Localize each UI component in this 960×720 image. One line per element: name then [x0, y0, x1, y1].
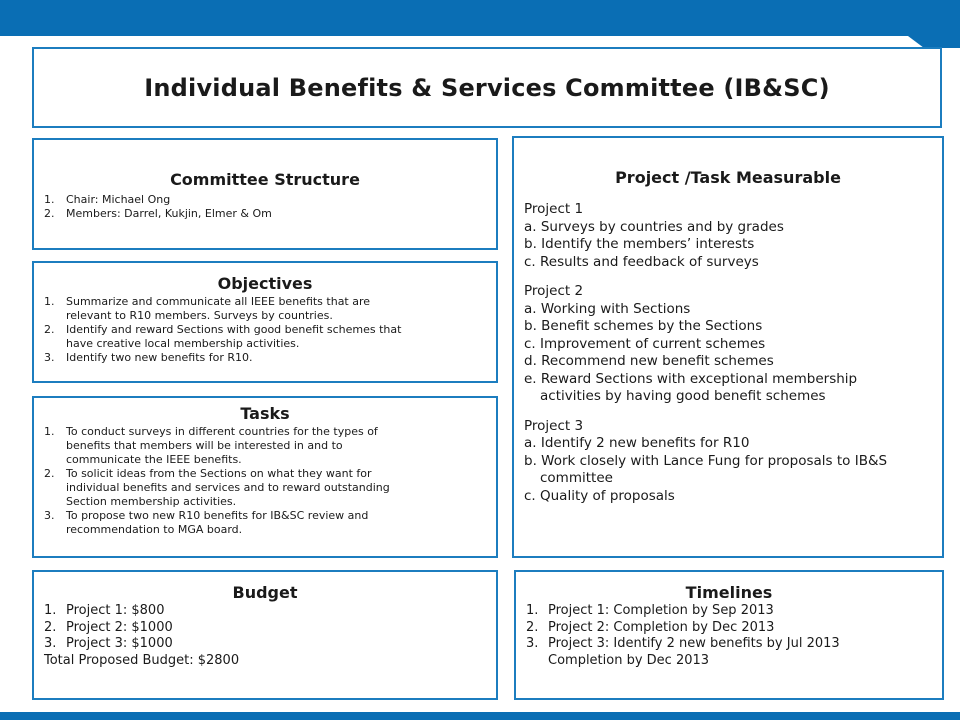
list-item: [44, 351, 486, 365]
list-item: [44, 620, 486, 637]
list-item: [44, 603, 486, 620]
timelines-box: [514, 570, 944, 700]
list-item: [44, 295, 486, 323]
list-item: [44, 467, 486, 509]
list-text: Summarize and communicate all IEEE benefits that are relevant to R10 members. Surveys by countries.: [66, 295, 371, 322]
committee-structure-list: [44, 193, 486, 221]
list-text: Chair: Michael Ong: [66, 193, 171, 206]
list-text: To conduct surveys in different countries for the types of benefits that members will be interested in and to communicate the IEEE benefits.: [66, 425, 378, 466]
list-number: 1.: [44, 295, 55, 308]
project-2-group: [524, 283, 932, 406]
list-text: Identify and reward Sections with good benefit schemes that have creative local membership activities.: [66, 323, 402, 350]
list-item: [44, 425, 486, 467]
project-3-group: [524, 418, 932, 506]
budget-list: [44, 603, 486, 653]
list-number: 2.: [44, 619, 57, 635]
project-line: b. Work closely with Lance Fung for proposals to IB&S: [524, 452, 888, 469]
page-title: Individual Benefits & Services Committee (IB&SC): [144, 73, 830, 102]
timelines-list: [526, 603, 932, 669]
project-1-group: [524, 201, 932, 271]
list-number: 2.: [44, 323, 55, 336]
list-item: [44, 323, 486, 351]
list-number: 1.: [44, 603, 57, 618]
list-number: 3.: [526, 636, 539, 651]
project-line: b. Identify the members’ interests: [524, 236, 755, 252]
tasks-heading: Tasks: [240, 404, 290, 423]
project-line: c. Results and feedback of surveys: [524, 253, 759, 270]
project-line: e. Reward Sections with exceptional membership: [524, 370, 858, 387]
list-number: 2.: [526, 619, 539, 635]
project-line: c. Improvement of current schemes: [524, 335, 766, 352]
list-text: Identify two new benefits for R10.: [66, 351, 253, 364]
tasks-list: [44, 425, 486, 537]
project-name: Project 3: [524, 417, 584, 434]
list-number: 1.: [44, 193, 55, 206]
timelines-heading: Timelines: [685, 583, 773, 602]
list-number: 2.: [44, 207, 55, 220]
project-line: c. Quality of proposals: [524, 487, 675, 504]
bottom-banner: [0, 712, 960, 720]
title-box: [32, 47, 942, 128]
list-text: To propose two new R10 benefits for IB&SC review and recommendation to MGA board.: [66, 509, 369, 536]
project-line: activities by having good benefit schemes: [540, 388, 826, 404]
project-line: a. Working with Sections: [524, 300, 691, 317]
project-measurable-box: [512, 136, 944, 558]
list-item: [526, 603, 932, 620]
list-text: Project 3: Identify 2 new benefits by Jul 2013 Completion by Dec 2013: [548, 636, 840, 668]
list-text: Project 1: $800: [66, 603, 165, 618]
project-line: d. Recommend new benefit schemes: [524, 353, 774, 369]
top-banner: [0, 0, 960, 36]
committee-structure-box: [32, 138, 498, 250]
list-text: Members: Darrel, Kukjin, Elmer & Om: [66, 207, 272, 220]
list-number: 1.: [526, 603, 539, 618]
budget-heading: Budget: [232, 583, 298, 602]
list-item: [526, 620, 932, 637]
project-line: a. Surveys by countries and by grades: [524, 218, 784, 235]
project-line: b. Benefit schemes by the Sections: [524, 318, 763, 334]
list-text: Project 1: Completion by Sep 2013: [548, 603, 774, 618]
project-line: committee: [540, 470, 613, 486]
project-name: Project 2: [524, 283, 584, 299]
list-text: Project 3: $1000: [66, 636, 173, 651]
list-item: [44, 207, 486, 221]
list-item: [44, 193, 486, 207]
objectives-list: [44, 295, 486, 365]
budget-total: Total Proposed Budget: $2800: [44, 652, 240, 668]
committee-structure-heading: Committee Structure: [170, 170, 360, 189]
list-text: Project 2: Completion by Dec 2013: [548, 619, 775, 635]
list-item: [526, 636, 932, 669]
list-number: 3.: [44, 509, 55, 522]
list-number: 1.: [44, 425, 55, 438]
budget-box: [32, 570, 498, 700]
list-number: 2.: [44, 467, 55, 480]
objectives-heading: Objectives: [217, 274, 313, 293]
tasks-box: [32, 396, 498, 558]
list-item: [44, 636, 486, 653]
list-item: [44, 509, 486, 537]
top-banner-corner: [900, 30, 960, 48]
list-number: 3.: [44, 636, 57, 651]
project-name: Project 1: [524, 201, 584, 217]
list-number: 3.: [44, 351, 55, 364]
list-text: Project 2: $1000: [66, 619, 173, 635]
objectives-box: [32, 261, 498, 383]
project-line: a. Identify 2 new benefits for R10: [524, 435, 750, 451]
list-text: To solicit ideas from the Sections on what they want for individual benefits and services and to reward outstanding Section membership activities.: [66, 467, 390, 508]
project-measurable-heading: Project /Task Measurable: [615, 168, 841, 187]
